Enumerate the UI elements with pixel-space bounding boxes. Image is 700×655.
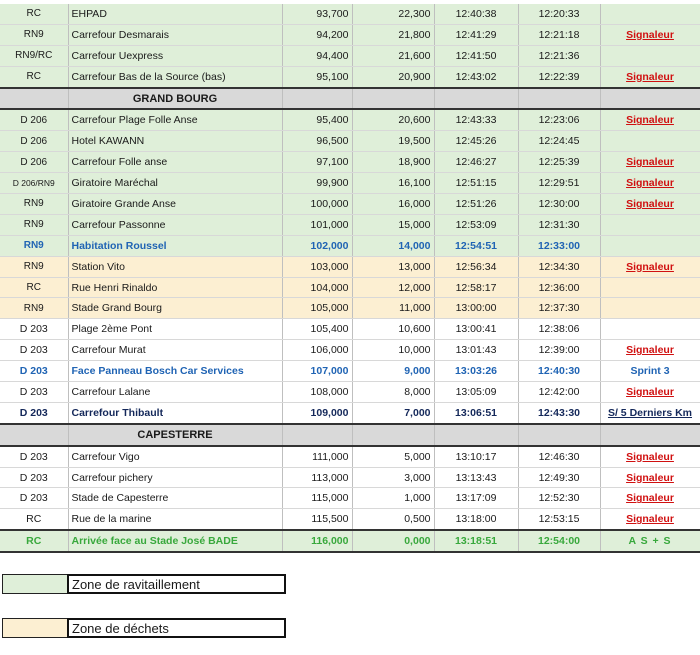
place-cell: Carrefour Uexpress (68, 45, 282, 66)
km-done-cell: 111,000 (282, 446, 352, 467)
section-empty-cell (600, 88, 700, 110)
route-table (0, 4, 700, 553)
time-fast-cell: 12:52:30 (518, 488, 600, 509)
km-left-cell: 18,900 (352, 152, 434, 173)
note-cell (600, 277, 700, 298)
time-slow-cell: 12:51:26 (434, 194, 518, 215)
km-left-cell: 16,100 (352, 173, 434, 194)
checkpoint-row (0, 109, 700, 130)
road-cell: RN9 (0, 235, 68, 256)
finish-row (0, 530, 700, 552)
km-done-cell: 103,000 (282, 256, 352, 277)
km-left-cell: 16,000 (352, 194, 434, 215)
time-slow-cell: 13:13:43 (434, 467, 518, 488)
place-cell: Carrefour Desmarais (68, 24, 282, 45)
checkpoint-row (0, 402, 700, 423)
checkpoint-row (0, 467, 700, 488)
km-left-cell: 7,000 (352, 402, 434, 423)
time-fast-cell: 12:34:30 (518, 256, 600, 277)
km-done-cell: 109,000 (282, 402, 352, 423)
time-slow-cell: 13:10:17 (434, 446, 518, 467)
note-cell: Signaleur (600, 24, 700, 45)
section-empty-cell (0, 88, 68, 110)
place-cell: Carrefour Vigo (68, 446, 282, 467)
time-fast-cell: 12:20:33 (518, 4, 600, 24)
time-fast-cell: 12:31:30 (518, 214, 600, 235)
km-left-cell: 0,500 (352, 509, 434, 530)
checkpoint-row (0, 340, 700, 361)
km-done-cell: 95,100 (282, 66, 352, 87)
time-fast-cell: 12:21:18 (518, 24, 600, 45)
km-left-cell: 12,000 (352, 277, 434, 298)
road-cell: RC (0, 530, 68, 552)
place-cell: Carrefour Murat (68, 340, 282, 361)
km-left-cell: 9,000 (352, 361, 434, 382)
road-cell: RC (0, 4, 68, 24)
km-done-cell: 94,400 (282, 45, 352, 66)
note-cell (600, 45, 700, 66)
km-done-cell: 102,000 (282, 235, 352, 256)
checkpoint-row (0, 361, 700, 382)
time-slow-cell: 12:58:17 (434, 277, 518, 298)
km-left-cell: 8,000 (352, 382, 434, 403)
time-fast-cell: 12:33:00 (518, 235, 600, 256)
road-cell: D 203 (0, 361, 68, 382)
section-empty-cell (434, 424, 518, 446)
km-done-cell: 116,000 (282, 530, 352, 552)
note-cell: Signaleur (600, 467, 700, 488)
road-cell: D 203 (0, 382, 68, 403)
checkpoint-row (0, 152, 700, 173)
time-slow-cell: 13:18:00 (434, 509, 518, 530)
place-cell: Carrefour Plage Folle Anse (68, 109, 282, 130)
time-fast-cell: 12:30:00 (518, 194, 600, 215)
road-cell: RN9 (0, 298, 68, 319)
time-slow-cell: 13:00:41 (434, 319, 518, 340)
section-empty-cell (352, 88, 434, 110)
km-left-cell: 20,900 (352, 66, 434, 87)
note-cell (600, 214, 700, 235)
road-cell: RN9 (0, 214, 68, 235)
km-done-cell: 100,000 (282, 194, 352, 215)
section-empty-cell (518, 88, 600, 110)
section-empty-cell (434, 88, 518, 110)
section-empty-cell (282, 424, 352, 446)
legend-refuel (2, 574, 286, 594)
time-slow-cell: 12:40:38 (434, 4, 518, 24)
km-left-cell: 19,500 (352, 131, 434, 152)
note-cell: Signaleur (600, 173, 700, 194)
checkpoint-row (0, 509, 700, 530)
road-cell: D 203 (0, 402, 68, 423)
section-empty-cell (282, 88, 352, 110)
time-fast-cell: 12:46:30 (518, 446, 600, 467)
km-left-cell: 0,000 (352, 530, 434, 552)
note-cell: Sprint 3 (600, 361, 700, 382)
note-cell: Signaleur (600, 66, 700, 87)
checkpoint-row (0, 66, 700, 87)
time-fast-cell: 12:40:30 (518, 361, 600, 382)
time-slow-cell: 13:17:09 (434, 488, 518, 509)
place-cell: Face Panneau Bosch Car Services (68, 361, 282, 382)
place-cell: Stade Grand Bourg (68, 298, 282, 319)
note-cell (600, 298, 700, 319)
km-done-cell: 115,500 (282, 509, 352, 530)
km-done-cell: 113,000 (282, 467, 352, 488)
time-fast-cell: 12:23:06 (518, 109, 600, 130)
road-cell: RN9 (0, 256, 68, 277)
road-cell: D 203 (0, 446, 68, 467)
km-done-cell: 105,400 (282, 319, 352, 340)
note-cell (600, 235, 700, 256)
place-cell: Carrefour Lalane (68, 382, 282, 403)
checkpoint-row (0, 446, 700, 467)
road-cell: D 203 (0, 319, 68, 340)
km-left-cell: 3,000 (352, 467, 434, 488)
note-cell: S/ 5 Derniers Km (600, 402, 700, 423)
section-empty-cell (600, 424, 700, 446)
legend-waste-swatch (2, 618, 67, 638)
note-cell: Signaleur (600, 340, 700, 361)
place-cell: Station Vito (68, 256, 282, 277)
time-slow-cell: 12:51:15 (434, 173, 518, 194)
checkpoint-row (0, 45, 700, 66)
time-slow-cell: 13:00:00 (434, 298, 518, 319)
time-fast-cell: 12:54:00 (518, 530, 600, 552)
km-done-cell: 108,000 (282, 382, 352, 403)
time-fast-cell: 12:49:30 (518, 467, 600, 488)
checkpoint-row (0, 256, 700, 277)
road-cell: D 203 (0, 488, 68, 509)
time-fast-cell: 12:39:00 (518, 340, 600, 361)
note-cell: Signaleur (600, 194, 700, 215)
time-slow-cell: 13:01:43 (434, 340, 518, 361)
legend-refuel-label: Zone de ravitaillement (67, 574, 286, 594)
road-cell: RC (0, 509, 68, 530)
time-slow-cell: 12:43:33 (434, 109, 518, 130)
checkpoint-row (0, 131, 700, 152)
note-cell: Signaleur (600, 488, 700, 509)
road-cell: RN9 (0, 194, 68, 215)
km-left-cell: 10,000 (352, 340, 434, 361)
place-cell: Giratoire Maréchal (68, 173, 282, 194)
checkpoint-row (0, 277, 700, 298)
km-done-cell: 96,500 (282, 131, 352, 152)
km-done-cell: 99,900 (282, 173, 352, 194)
road-cell: D 203 (0, 467, 68, 488)
place-cell: Giratoire Grande Anse (68, 194, 282, 215)
place-cell: Carrefour Bas de la Source (bas) (68, 66, 282, 87)
checkpoint-row (0, 319, 700, 340)
place-cell: Rue de la marine (68, 509, 282, 530)
checkpoint-row (0, 194, 700, 215)
checkpoint-row (0, 235, 700, 256)
road-cell: D 206 (0, 131, 68, 152)
section-empty-cell (0, 424, 68, 446)
road-cell: RN9/RC (0, 45, 68, 66)
time-fast-cell: 12:25:39 (518, 152, 600, 173)
km-left-cell: 20,600 (352, 109, 434, 130)
km-done-cell: 104,000 (282, 277, 352, 298)
place-cell: Habitation Roussel (68, 235, 282, 256)
place-cell: Carrefour Passonne (68, 214, 282, 235)
time-fast-cell: 12:38:06 (518, 319, 600, 340)
road-cell: RC (0, 277, 68, 298)
time-slow-cell: 12:41:29 (434, 24, 518, 45)
note-cell: Signaleur (600, 109, 700, 130)
time-slow-cell: 12:43:02 (434, 66, 518, 87)
time-slow-cell: 12:54:51 (434, 235, 518, 256)
place-cell: Arrivée face au Stade José BADE (68, 530, 282, 552)
route-table-body (0, 4, 700, 552)
road-cell: D 203 (0, 340, 68, 361)
km-done-cell: 105,000 (282, 298, 352, 319)
km-done-cell: 93,700 (282, 4, 352, 24)
time-slow-cell: 12:46:27 (434, 152, 518, 173)
road-cell: D 206 (0, 109, 68, 130)
time-fast-cell: 12:21:36 (518, 45, 600, 66)
place-cell: Stade de Capesterre (68, 488, 282, 509)
note-cell: A S + S (600, 530, 700, 552)
time-slow-cell: 13:03:26 (434, 361, 518, 382)
road-cell: D 206/RN9 (0, 173, 68, 194)
km-done-cell: 115,000 (282, 488, 352, 509)
place-cell: EHPAD (68, 4, 282, 24)
checkpoint-row (0, 214, 700, 235)
checkpoint-row (0, 4, 700, 24)
note-cell: Signaleur (600, 256, 700, 277)
place-cell: Plage 2ème Pont (68, 319, 282, 340)
time-fast-cell: 12:43:30 (518, 402, 600, 423)
section-empty-cell (352, 424, 434, 446)
km-done-cell: 107,000 (282, 361, 352, 382)
road-cell: RN9 (0, 24, 68, 45)
checkpoint-row (0, 488, 700, 509)
place-cell: Carrefour pichery (68, 467, 282, 488)
time-slow-cell: 13:06:51 (434, 402, 518, 423)
km-done-cell: 106,000 (282, 340, 352, 361)
km-left-cell: 14,000 (352, 235, 434, 256)
km-done-cell: 95,400 (282, 109, 352, 130)
place-cell: Rue Henri Rinaldo (68, 277, 282, 298)
road-cell: RC (0, 66, 68, 87)
time-slow-cell: 12:56:34 (434, 256, 518, 277)
time-slow-cell: 13:05:09 (434, 382, 518, 403)
time-fast-cell: 12:29:51 (518, 173, 600, 194)
section-empty-cell (518, 424, 600, 446)
time-fast-cell: 12:42:00 (518, 382, 600, 403)
section-header-row (0, 88, 700, 110)
road-cell: D 206 (0, 152, 68, 173)
km-done-cell: 101,000 (282, 214, 352, 235)
km-left-cell: 21,600 (352, 45, 434, 66)
time-slow-cell: 13:18:51 (434, 530, 518, 552)
note-cell (600, 319, 700, 340)
note-cell: Signaleur (600, 446, 700, 467)
note-cell: Signaleur (600, 509, 700, 530)
km-left-cell: 11,000 (352, 298, 434, 319)
checkpoint-row (0, 298, 700, 319)
note-cell (600, 131, 700, 152)
legend-waste (2, 618, 286, 638)
checkpoint-row (0, 173, 700, 194)
time-fast-cell: 12:53:15 (518, 509, 600, 530)
km-left-cell: 15,000 (352, 214, 434, 235)
time-fast-cell: 12:36:00 (518, 277, 600, 298)
km-left-cell: 22,300 (352, 4, 434, 24)
km-left-cell: 5,000 (352, 446, 434, 467)
km-left-cell: 13,000 (352, 256, 434, 277)
time-fast-cell: 12:22:39 (518, 66, 600, 87)
time-slow-cell: 12:45:26 (434, 131, 518, 152)
km-done-cell: 94,200 (282, 24, 352, 45)
section-title: CAPESTERRE (68, 424, 282, 446)
section-title: GRAND BOURG (68, 88, 282, 110)
place-cell: Carrefour Folle anse (68, 152, 282, 173)
section-header-row (0, 424, 700, 446)
place-cell: Carrefour Thibault (68, 402, 282, 423)
note-cell: Signaleur (600, 382, 700, 403)
time-slow-cell: 12:53:09 (434, 214, 518, 235)
checkpoint-row (0, 382, 700, 403)
checkpoint-row (0, 24, 700, 45)
km-done-cell: 97,100 (282, 152, 352, 173)
legend-refuel-swatch (2, 574, 67, 594)
note-cell (600, 4, 700, 24)
time-slow-cell: 12:41:50 (434, 45, 518, 66)
km-left-cell: 21,800 (352, 24, 434, 45)
km-left-cell: 10,600 (352, 319, 434, 340)
legend-waste-label: Zone de déchets (67, 618, 286, 638)
time-fast-cell: 12:37:30 (518, 298, 600, 319)
place-cell: Hotel KAWANN (68, 131, 282, 152)
time-fast-cell: 12:24:45 (518, 131, 600, 152)
km-left-cell: 1,000 (352, 488, 434, 509)
note-cell: Signaleur (600, 152, 700, 173)
